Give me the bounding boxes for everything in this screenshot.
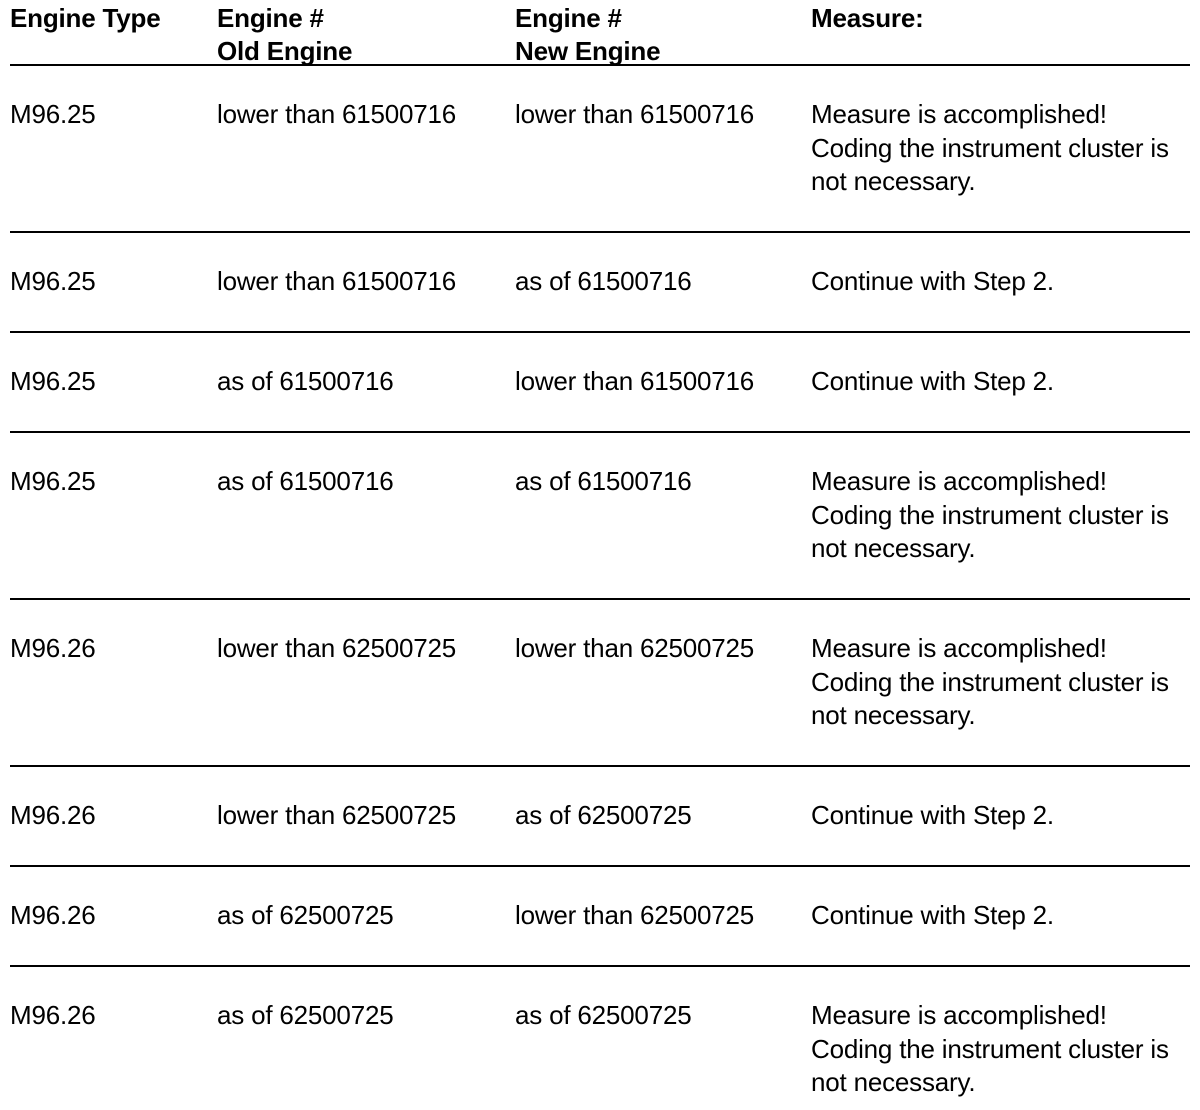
new-engine-cell: lower than 62500725 [515, 900, 755, 930]
old-engine-cell: lower than 61500716 [217, 99, 457, 129]
table-row [10, 767, 1190, 867]
new-engine-cell: as of 61500716 [515, 466, 692, 496]
header-line: Old Engine [217, 36, 353, 66]
header-measure [811, 2, 924, 35]
new-engine-cell: lower than 61500716 [515, 99, 755, 129]
new-engine-cell: lower than 61500716 [515, 366, 755, 396]
old-engine-cell: lower than 61500716 [217, 266, 457, 296]
measure-line: Measure is accomplished! [811, 633, 1107, 663]
measure-line: Measure is accomplished! [811, 1000, 1107, 1030]
measure-line: Measure is accomplished! [811, 466, 1107, 496]
measure-cell [811, 98, 1169, 199]
table-row [10, 600, 1190, 767]
measure-cell [811, 632, 1169, 733]
measure-cell [811, 265, 1054, 299]
table-row [10, 66, 1190, 233]
measure-line: Coding the instrument cluster is [811, 499, 1169, 530]
measure-cell [811, 999, 1169, 1100]
header-line: Engine # [515, 3, 622, 33]
engine-type-cell: M96.26 [10, 633, 96, 663]
engine-type-cell: M96.25 [10, 466, 96, 496]
measure-line: Continue with Step 2. [811, 266, 1054, 296]
new-engine-cell: as of 62500725 [515, 800, 692, 830]
engine-type-cell: M96.26 [10, 800, 96, 830]
engine-type-cell: M96.25 [10, 266, 96, 296]
old-engine-cell: as of 62500725 [217, 900, 394, 930]
table-row [10, 333, 1190, 433]
measure-line: not necessary. [811, 700, 976, 730]
table-row [10, 233, 1190, 333]
engine-type-cell: M96.25 [10, 99, 96, 129]
header-line: Engine # [217, 3, 324, 33]
header-old-engine [217, 2, 352, 68]
measure-cell [811, 465, 1169, 566]
measure-line: not necessary. [811, 166, 976, 196]
engine-type-cell: M96.26 [10, 900, 96, 930]
measure-line: Continue with Step 2. [811, 366, 1054, 396]
measure-line: Continue with Step 2. [811, 900, 1054, 930]
old-engine-cell: as of 62500725 [217, 1000, 394, 1030]
header-line: Measure: [811, 3, 924, 33]
old-engine-cell: lower than 62500725 [217, 633, 457, 663]
measure-line: Measure is accomplished! [811, 99, 1107, 129]
measure-line: Coding the instrument cluster is [811, 132, 1169, 163]
new-engine-cell: as of 62500725 [515, 1000, 692, 1030]
new-engine-cell: as of 61500716 [515, 266, 692, 296]
measure-cell [811, 899, 1054, 933]
measure-line: not necessary. [811, 533, 976, 563]
old-engine-cell: lower than 62500725 [217, 800, 457, 830]
table-row [10, 867, 1190, 967]
header-engine-type [10, 2, 160, 35]
header-line: New Engine [515, 36, 661, 66]
measure-line: not necessary. [811, 1067, 976, 1097]
table-header-row [10, 0, 1190, 66]
old-engine-cell: as of 61500716 [217, 466, 394, 496]
engine-type-cell: M96.26 [10, 1000, 96, 1030]
table-row [10, 967, 1190, 1110]
engine-coding-table [10, 0, 1190, 1110]
old-engine-cell: as of 61500716 [217, 366, 394, 396]
header-new-engine [515, 2, 660, 68]
measure-line: Coding the instrument cluster is [811, 1033, 1169, 1064]
engine-type-cell: M96.25 [10, 366, 96, 396]
new-engine-cell: lower than 62500725 [515, 633, 755, 663]
measure-cell [811, 799, 1054, 833]
table-row [10, 433, 1190, 600]
header-line: Engine Type [10, 3, 161, 33]
measure-cell [811, 365, 1054, 399]
measure-line: Continue with Step 2. [811, 800, 1054, 830]
measure-line: Coding the instrument cluster is [811, 666, 1169, 697]
